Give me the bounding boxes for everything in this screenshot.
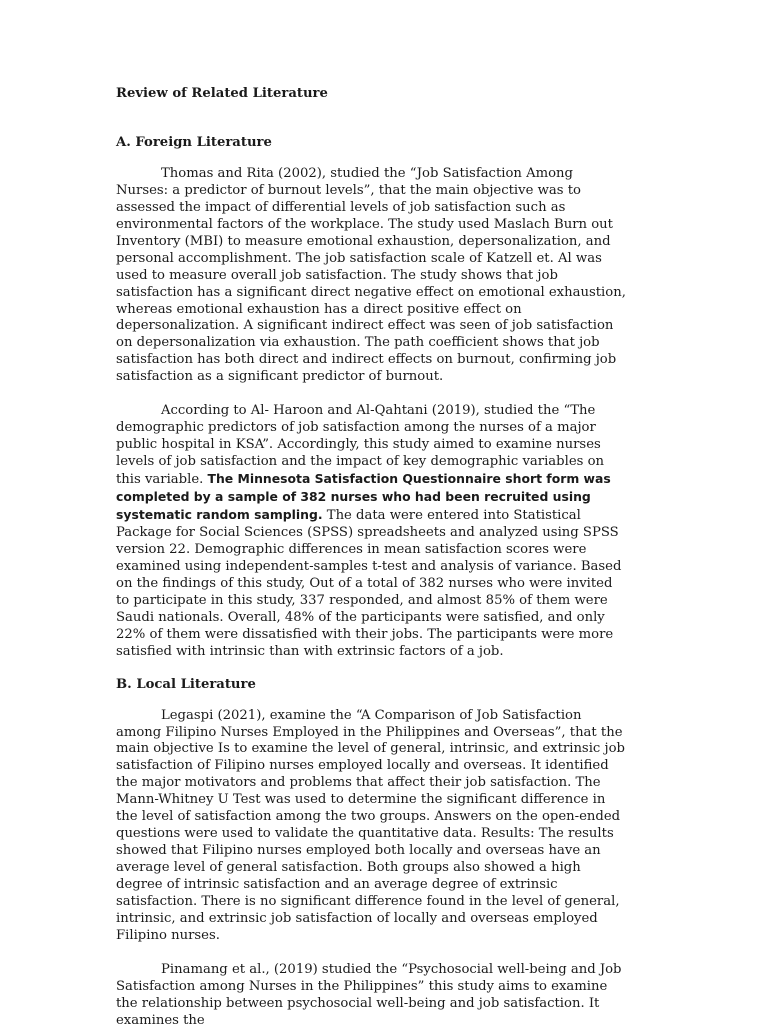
paragraph-legaspi: Legaspi (2021), examine the “A Comparison of Job Satisfaction among Filipino Nurses Employed in the Philippines and Overseas”, that the main objective Is to examine the level of general, intrinsic, and extrinsic job satisfaction of Filipino nurses employed locally and overseas. It identified the major motivators and problems that affect their job satisfaction. The Mann-Whitney U Test was used to determine the significant difference in the level of satisfaction among the two groups. Answers on the open-ended questions were used to validate the quantitative data. Results: The results showed that Filipino nurses employed both locally and overseas have an average level of general satisfaction. Both groups also showed a high degree of intrinsic satisfaction and an average degree of extrinsic satisfaction. There is no significant difference found in the level of general, intrinsic, and extrinsic job satisfaction of locally and overseas employed Filipino nurses. xyxy=(116,707,625,943)
section-heading-foreign: A. Foreign Literature xyxy=(116,134,272,150)
paragraph-text-before-bold: According to Al- Haroon and Al-Qahtani (2019), studied the “The demographic predictors of job satisfaction among the nurses of a major public hospital in KSA”. Accordingly, this study aimed to examine nurses levels of job satisfaction and the impact of key demographic variables on this variable. xyxy=(116,403,605,488)
paragraph-al-haroon xyxy=(116,403,626,660)
paragraph-pinamang: Pinamang et al., (2019) studied the “Psychosocial well-being and Job Satisfaction among Nurses in the Philippines” this study aims to examine the relationship between psychosocial well-being and job satisfaction. It examines the xyxy=(116,961,622,1028)
paragraph-text-after-bold: The data were entered into Statistical Package for Social Sciences (SPSS) spreadsheets and analyzed using SPSS version 22. Demographic differences in mean satisfaction scores were examined using independent-samples t-test and analysis of variance. Based on the findings of this study, Out of a total of 382 nurses who were invited to participate in this study, 337 responded, and almost 85% of them were Saudi nationals. Overall, 48% of the participants were satisfied, and only 22% of them were dissatisfied with their jobs. The participants were more satisfied with intrinsic than with extrinsic factors of a job. xyxy=(116,508,622,659)
document-title: Review of Related Literature xyxy=(116,86,328,101)
paragraph-bold-sentence: The Minnesota Satisfaction Questionnaire short form was completed by a sample of 382 nurses who had been recruited using systematic random sampling. xyxy=(116,471,611,523)
document-page xyxy=(116,86,626,1030)
section-heading-local: B. Local Literature xyxy=(116,676,256,692)
paragraph-thomas-rita: Thomas and Rita (2002), studied the “Job Satisfaction Among Nurses: a predictor of burnout levels”, that the main objective was to assessed the impact of differential levels of job satisfaction such as environmental factors of the workplace. The study used Maslach Burn out Inventory (MBI) to measure emotional exhaustion, depersonalization, and personal accomplishment. The job satisfaction scale of Katzell et. Al was used to measure overall job satisfaction. The study shows that job satisfaction has a significant direct negative effect on emotional exhaustion, whereas emotional exhaustion has a direct positive effect on depersonalization. A significant indirect effect was seen of job satisfaction on depersonalization via exhaustion. The path coefficient shows that job satisfaction has both direct and indirect effects on burnout, confirming job satisfaction as a significant predictor of burnout. xyxy=(116,165,626,385)
